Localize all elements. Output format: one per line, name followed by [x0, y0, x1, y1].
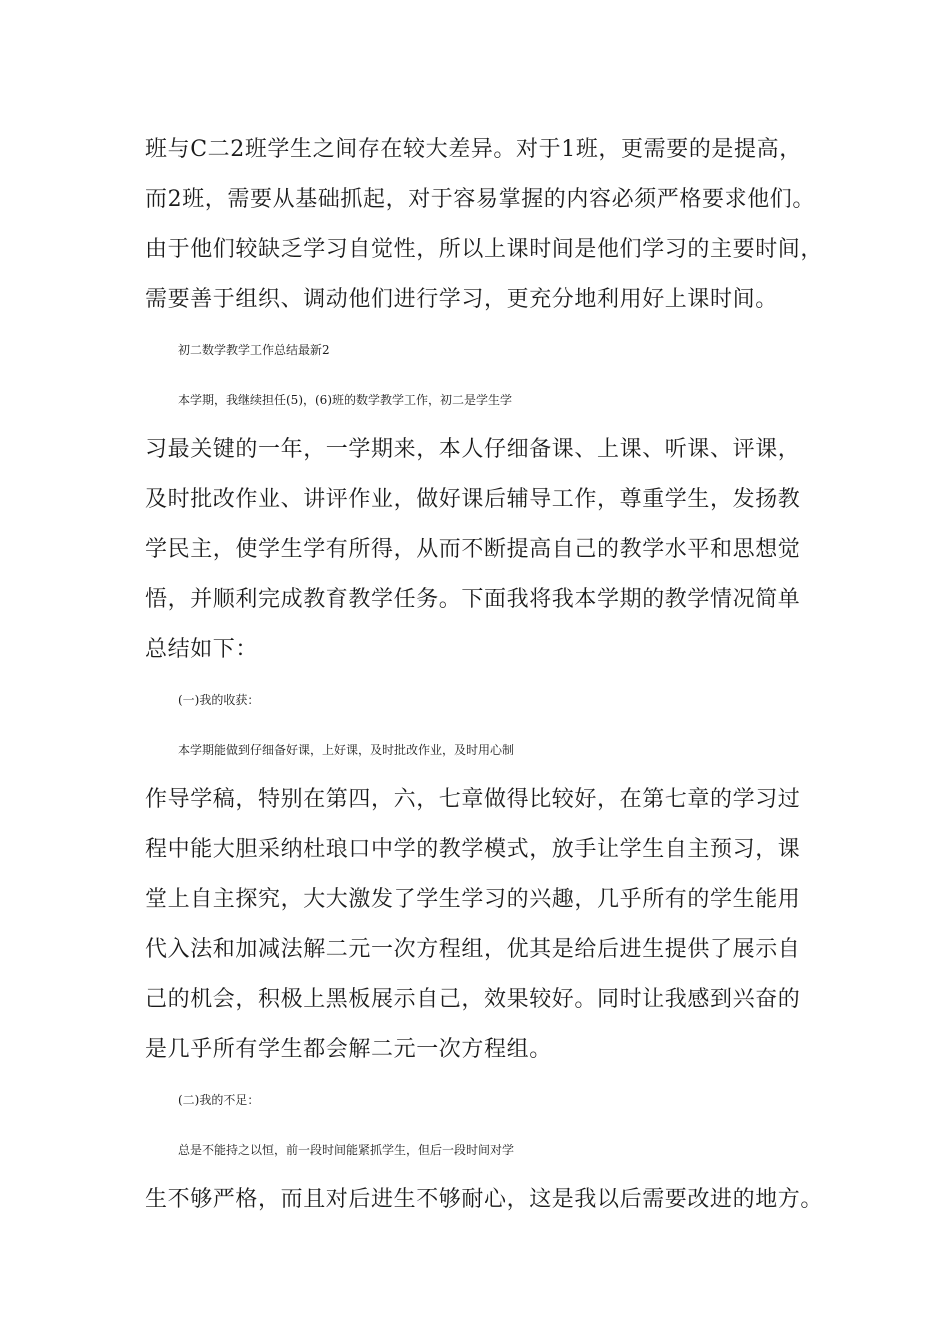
text-line: 作导学稿，特别在第四，六，七章做得比较好，在第七章的学习过 — [145, 787, 801, 812]
text-line: 而2班，需要从基础抓起，对于容易掌握的内容必须严格要求他们。 — [145, 187, 815, 212]
subsection-heading: (二)我的不足： — [178, 1093, 260, 1107]
text-line: 堂上自主探究，大大激发了学生学习的兴趣，几乎所有的学生能用 — [145, 887, 801, 912]
text-line: 及时批改作业、讲评作业，做好课后辅导工作，尊重学生，发扬教 — [145, 487, 801, 512]
text-line: 习最关键的一年，一学期来，本人仔细备课、上课、听课、评课， — [145, 437, 801, 462]
text-line: 本学期能做到仔细备好课，上好课，及时批改作业，及时用心制 — [178, 743, 515, 757]
text-line: 需要善于组织、调动他们进行学习，更充分地利用好上课时间。 — [145, 287, 778, 312]
subsection-heading: (一)我的收获： — [178, 693, 260, 707]
text-line: 程中能大胆采纳杜琅口中学的教学模式，放手让学生自主预习，课 — [145, 837, 801, 862]
text-line: 悟，并顺利完成教育教学任务。下面我将我本学期的教学情况简单 — [145, 587, 801, 612]
text-line: 班与C二2班学生之间存在较大差异。对于1班，更需要的是提高， — [145, 137, 802, 162]
text-line: 总结如下： — [145, 637, 259, 662]
text-line: 生不够严格，而且对后进生不够耐心，这是我以后需要改进的地方。 — [145, 1187, 824, 1212]
section-heading: 初二数学教学工作总结最新2 — [178, 343, 330, 357]
text-line: 己的机会，积极上黑板展示自己，效果较好。同时让我感到兴奋的 — [145, 987, 801, 1012]
text-line: 总是不能持之以恒，前一段时间能紧抓学生，但后一段时间对学 — [178, 1143, 515, 1157]
text-line: 由于他们较缺乏学习自觉性，所以上课时间是他们学习的主要时间， — [145, 237, 824, 262]
text-line: 本学期，我继续担任(5)，(6)班的数学教学工作，初二是学生学 — [178, 393, 512, 407]
text-line: 是几乎所有学生都会解二元一次方程组。 — [145, 1037, 552, 1062]
text-line: 代入法和加减法解二元一次方程组，优其是给后进生提供了展示自 — [145, 937, 801, 962]
text-line: 学民主，使学生学有所得，从而不断提高自己的教学水平和思想觉 — [145, 537, 801, 562]
